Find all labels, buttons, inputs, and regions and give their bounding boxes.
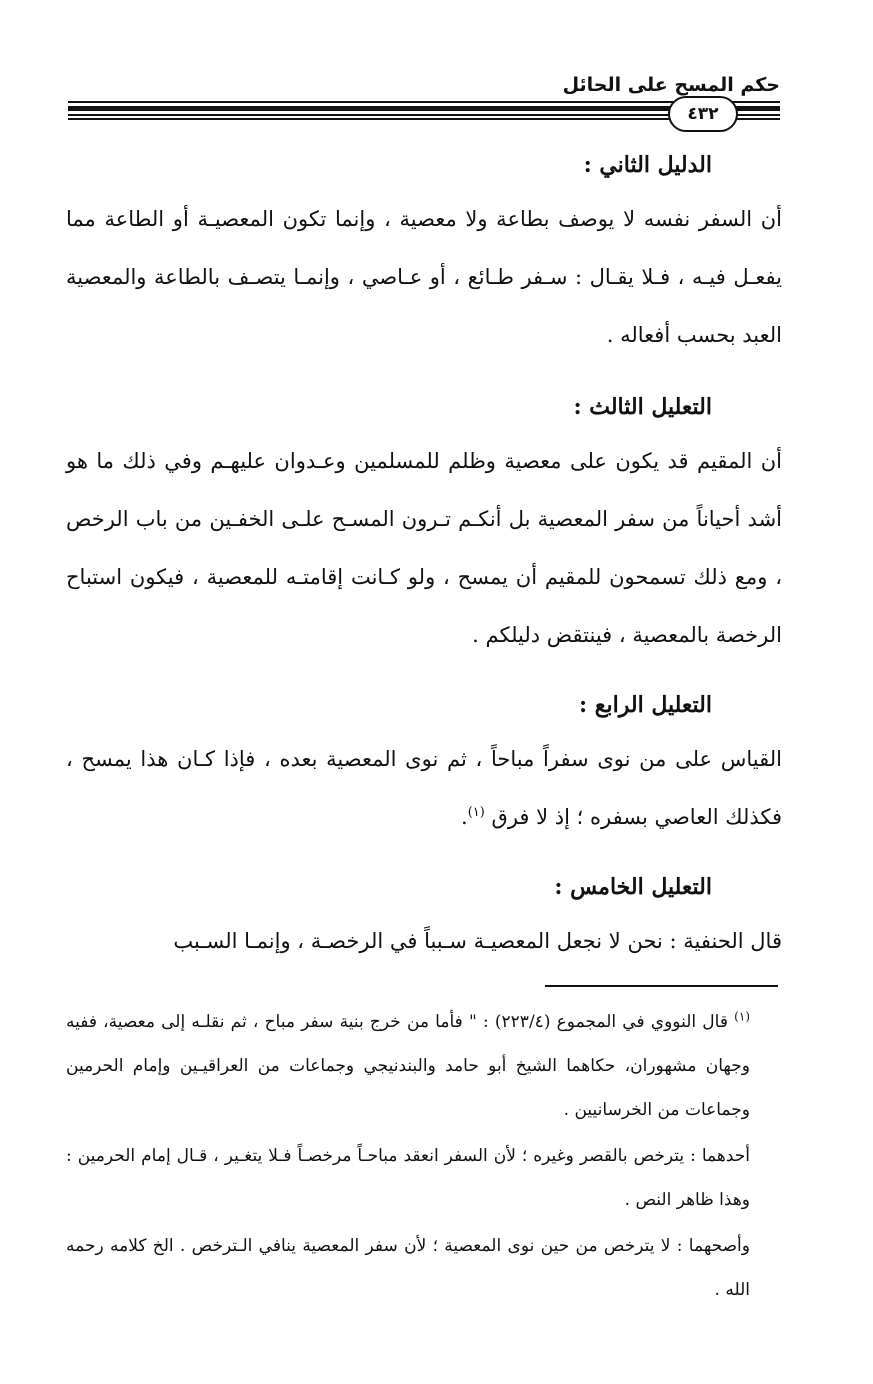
running-title: حكم المسح على الحائل [562, 74, 780, 96]
footnote-separator [545, 985, 778, 987]
section-paragraph [66, 730, 782, 846]
section-second-evidence [66, 140, 782, 364]
section-third-reasoning [66, 382, 782, 664]
section-heading: الدليل الثاني : [583, 152, 712, 178]
section-heading: التعليل الخامس : [554, 874, 712, 900]
footnote-paragraph: وأصحهما : لا يترخص من حين نوى المعصية ؛ لأن سفر المعصية ينافي الـترخص . الخ كلامه رحمه الله . [66, 1236, 750, 1300]
page-number: ٤٣٢ [668, 96, 738, 132]
section-paragraph: قال الحنفية : نحن لا نجعل المعصيـة سـبباً في الرخصـة ، وإنمـا السـبب [173, 929, 782, 953]
footnote-paragraph [66, 1000, 782, 1132]
main-text [66, 140, 782, 970]
section-fifth-reasoning [66, 862, 782, 970]
footnote-paragraph: أحدهما : يترخص بالقصر وغيره ؛ لأن السفر انعقد مباحـاً مرخصـاً فـلا يتغـير ، قـال إمام الحرمين : وهذا ظاهر النص . [66, 1146, 750, 1210]
footnote-marker: (١) [734, 1009, 750, 1024]
section-paragraph: أن السفر نفسه لا يوصف بطاعة ولا معصية ، وإنما تكون المعصيـة أو الطاعة مما يفعـل فيـه ، فـلا يقـال : سـفر طـائع ، أو عـاصي ، وإنمـا يتصـف بالطاعة والمعصية العبد بحسب أفعاله . [66, 207, 782, 347]
section-fourth-reasoning [66, 680, 782, 846]
footnotes [66, 1000, 782, 1314]
section-paragraph: أن المقيم قد يكون على معصية وظلم للمسلمين وعـدوان عليهـم وفي ذلك ما هو أشد أحياناً من سفر المعصية بل أنكـم تـرون المسـح علـى الخفـين من باب الرخص ، ومع ذلك تسمحون للمقيم أن يمسح ، ولو كـانت إقامتـه للمعصية ، فيكون استباح الرخصة بالمعصية ، فينتقض دليلكم . [66, 449, 782, 647]
section-heading: التعليل الرابع : [579, 692, 712, 718]
section-heading: التعليل الثالث : [573, 394, 712, 420]
footnote-reference[interactable]: (١) [467, 805, 485, 820]
footnote-text: قال النووي في المجموع (٢٢٣/٤) : " فأما من خرج بنية سفر مباح ، ثم نقلـه إلى معصية، ففيه وجهان مشهوران، حكاهما الشيخ أبو حامد والبندنيجي وجماعات من العراقيـين وإمام الحرمين وجماعات من الخرسانيين . [66, 1012, 750, 1120]
paragraph-end: . [461, 805, 468, 829]
paragraph-text: القياس على من نوى سفراً مباحاً ، ثم نوى المعصية بعده ، فإذا كـان هذا يمسح ، فكذلك العاصي بسفره ؛ إذ لا فرق [66, 747, 782, 829]
